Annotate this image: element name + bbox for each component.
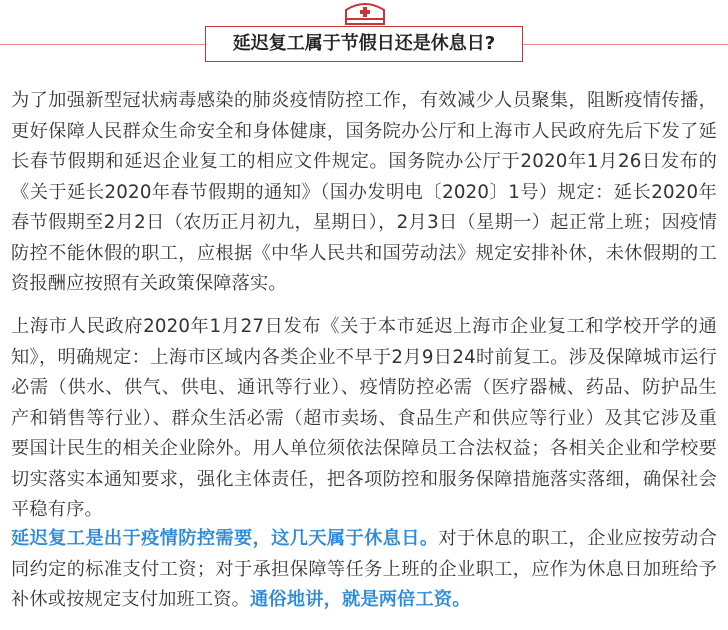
highlight-double-pay: 通俗地讲，就是两倍工资。 xyxy=(250,589,471,610)
nurse-cap-icon xyxy=(343,0,387,26)
page-title: 延迟复工属于节假日还是休息日? xyxy=(205,26,523,62)
highlight-rest-day-statement: 延迟复工是出于疫情防控需要，这几天属于休息日。 xyxy=(11,528,439,549)
paragraph-rest-day-explanation xyxy=(11,524,717,616)
paragraph-state-council-notice: 为了加强新型冠状病毒感染的肺炎疫情防控工作，有效减少人员聚集，阻断疫情传播，更好保障人民群众生命安全和身体健康，国务院办公厅和上海市人民政府先后下发了延长春节假期和延迟企业复工的相应文件规定。国务院办公厅于2020年1月26日发布的《关于延长2020年春节假期的通知》（国办发明电〔2020〕1号）规定：延长2020年春节假期至2月2日（农历正月初九，星期日），2月3日（星期一）起正常上班；因疫情防控不能休假的职工，应根据《中华人民共和国劳动法》规定安排补休，未休假期的工资报酬应按照有关政策保障落实。 xyxy=(11,90,717,294)
paragraph-body-text: 对于休息的职工，企业应按劳动合同约定的标准支付工资；对于承担保障等任务上班的企业职工，应作为休息日加班给予补休或按规定支付加班工资。 xyxy=(11,528,717,610)
paragraph-shanghai-notice: 上海市人民政府2020年1月27日发布《关于本市延迟上海市企业复工和学校开学的通知》，明确规定：上海市区域内各类企业不早于2月9日24时前复工。涉及保障城市运行必需（供水、供气、供电、通讯等行业）、疫情防控必需（医疗器械、药品、防护品生产和销售等行业）、群众生活必需（超市卖场、食品生产和供应等行业）及其它涉及重要国计民生的相关企业除外。用人单位须依法保障员工合法权益；各相关企业和学校要切实落实本通知要求，强化主体责任，把各项防控和服务保障措施落实落细，确保社会平稳有序。 xyxy=(11,316,717,520)
article-header xyxy=(0,0,728,64)
